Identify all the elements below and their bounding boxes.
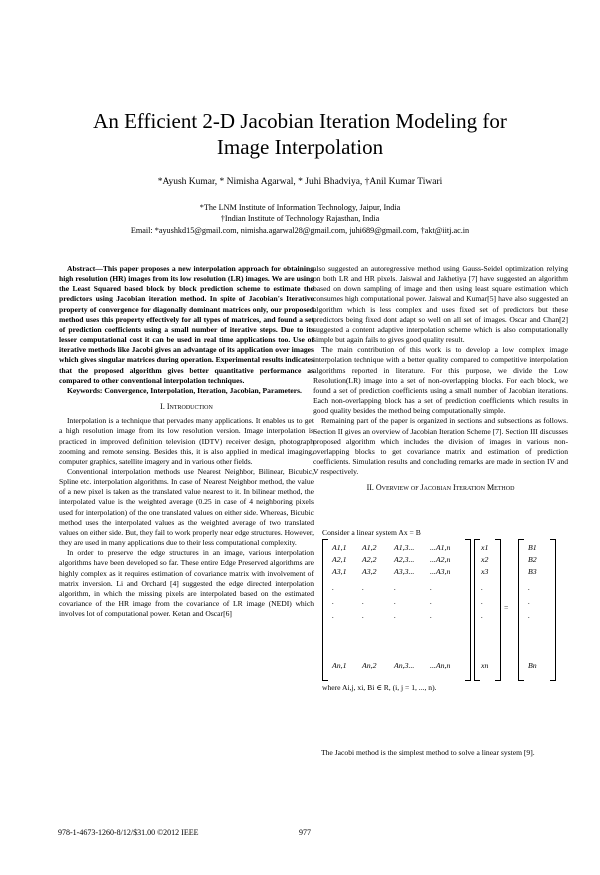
left-column xyxy=(59,264,314,619)
matrix-entry: An,2 xyxy=(362,661,377,670)
where-statement: where Ai,j, xi, Bi ∈ R, (i, j = 1, ..., n). xyxy=(322,683,437,692)
intro-paragraph: also suggested an autoregressive method using Gauss-Seidel optimization relying on both LR and HR pixels. Jaiswal and Jakhetiya [7] have suggested an algorithm based on down sampling of image and then using least square estimation which consumes high computational power. Jaiswal and Kumar[5] have also suggested an algorithm which is less complex and uses fixed set of predictors but these predictors being fixed dont adapt so well on all set of images. Oscar and Chan[2] suggested a content adaptive interpolation scheme which is also computationally simple but again fails to gives good quality result. xyxy=(313,264,568,345)
x-vector-entry: x2 xyxy=(481,555,489,564)
b-vector-entry: . xyxy=(528,597,530,606)
matrix-entry: A2,2 xyxy=(362,555,377,564)
b-vector-entry: B2 xyxy=(528,555,537,564)
x-vector-entry: x1 xyxy=(481,543,489,552)
matrix-entry: A3,3... xyxy=(394,567,415,576)
jacobi-paragraph xyxy=(313,748,568,758)
title-line-1: An Efficient 2-D Jacobian Iteration Modeling for xyxy=(93,109,507,133)
section-jacobian-heading: II. Overview of Jacobian Iteration Method xyxy=(366,483,515,493)
intro-paragraph: In order to preserve the edge structures in an image, various interpolation algorithms have been developed so far. These entire Edge Preserved algorithms are highly complex as it requires estimation of covariance matrix with involvement of matrix inversion. Li and Orchard [4] suggested the edge directed interpolation algorithm, in which the missing pixels are interpolated based on the estimated covariance of the HR image from the covariance of LR image (NEDI) which involves lot of computational power. Ketan and Oscar[6] xyxy=(59,548,314,619)
author-emails: Email: *ayushkd15@gmail.com, nimisha.agarwal28@gmail.com, juhi689@gmail.com, †akt@iitj.ac.in xyxy=(130,226,470,235)
b-bracket-left xyxy=(518,539,524,681)
matrix-entry: . xyxy=(332,597,334,606)
matrix-entry: A3,2 xyxy=(362,567,377,576)
matrix-entry: . xyxy=(430,611,432,620)
authors: *Ayush Kumar, * Nimisha Agarwal, * Juhi Bhadviya, †Anil Kumar Tiwari xyxy=(157,177,443,187)
matrix-entry: A1,3... xyxy=(394,543,415,552)
matrix-entry: ...An,n xyxy=(430,661,451,670)
paper-title xyxy=(0,108,600,160)
affiliation-iit: †Indian Institute of Technology Rajasthan, India xyxy=(220,214,380,223)
b-vector-entry: . xyxy=(528,583,530,592)
matrix-entry: An,3... xyxy=(394,661,415,670)
matrix-entry: . xyxy=(430,597,432,606)
intro-paragraph: Remaining part of the paper is organized in sections and subsections as follows. Section II gives an overview of Jacobian Iteration Scheme [7]. Section III discusses proposed algorithm which includes the division of images in various non-overlapping blocks to get covariance matrix and estimation of prediction coefficients. Simulation results and concluding remarks are made in section IV and V respectively. xyxy=(313,416,568,477)
x-vector-entry: . xyxy=(481,611,483,620)
matrix-entry: . xyxy=(362,611,364,620)
matrix-entry: ...A2,n xyxy=(430,555,451,564)
title-line-2: Image Interpolation xyxy=(216,135,384,159)
matrix-entry: A2,1 xyxy=(332,555,347,564)
x-bracket-right xyxy=(495,539,501,681)
matrix-entry: . xyxy=(394,611,396,620)
matrix-entry: . xyxy=(430,583,432,592)
intro-paragraph: Conventional interpolation methods use Nearest Neighbor, Bilinear, Bicubic, Spline etc. interpolation algorithms. In case of Nearest Neighbor method, the value of a new pixel is taken as the translated value nearest to it. In bilinear method, the interpolated value is the weighted average (0.25 in case of 4 neighboring pixels used for interpolation) of the one translated values on either side. Whereas, Bicubic method uses the interpolated values as the weighted average of two translated values on either side. But, they fail to work properly near edge structures. However, they are used in many applications due to their less computational complexity. xyxy=(59,466,314,548)
right-column xyxy=(313,264,568,497)
matrix-bracket-left xyxy=(322,539,328,681)
matrix-entry: . xyxy=(332,583,334,592)
intro-paragraph: The main contribution of this work is to develop a low complex image interpolation technique with a better quality compared to competitive interpolation algorithms reported in literature. For this purpose, we divide the Low Resolution(LR) image into a set of non-overlapping blocks. For each block, we found a set of prediction coefficients using a small number of Jacobian iterations. Each non-overlapping block has a set of prediction coefficients which results in good quality besides the method being computationally simple. xyxy=(313,345,568,416)
matrix-entry: ...A1,n xyxy=(430,543,451,552)
matrix-entry: A3,1 xyxy=(332,567,347,576)
footer-isbn: 978-1-4673-1260-8/12/$31.00 ©2012 IEEE xyxy=(58,828,199,837)
keywords: Keywords: Convergence, Interpolation, Iteration, Jacobian, Parameters. xyxy=(67,385,302,395)
x-bracket-left xyxy=(474,539,480,681)
b-vector-entry: . xyxy=(528,611,530,620)
page-number: 977 xyxy=(299,828,311,837)
matrix-entry: . xyxy=(394,597,396,606)
matrix-equation xyxy=(322,539,558,679)
matrix-entry: . xyxy=(362,583,364,592)
matrix-entry: An,1 xyxy=(332,661,347,670)
b-vector-entry: B1 xyxy=(528,543,537,552)
matrix-entry: A1,2 xyxy=(362,543,377,552)
linear-system-statement: Consider a linear system Ax = B xyxy=(322,528,421,537)
section-introduction-heading: I. Introduction xyxy=(160,402,213,412)
b-bracket-right xyxy=(550,539,556,681)
matrix-entry: A1,1 xyxy=(332,543,347,552)
b-vector-entry: Bn xyxy=(528,661,537,670)
x-vector-entry: . xyxy=(481,583,483,592)
x-vector-entry: xn xyxy=(481,661,489,670)
intro-paragraph: Interpolation is a technique that pervades many applications. It enables us to get a high resolution image from its low resolution version. Image interpolation is practiced in improved definition television (IDTV) receiver design, photograph zooming and remote sensing. Besides this, it is also applied in medical imaging, computer graphics, satellite imagery and in various other fields. xyxy=(59,416,314,466)
matrix-entry: . xyxy=(332,611,334,620)
matrix-entry: ...A3,n xyxy=(430,567,451,576)
matrix-entry: . xyxy=(362,597,364,606)
abstract: Abstract—This paper proposes a new interpolation approach for obtaining high resolution (HR) images from its low resolution (LR) images. We are using the Least Squared based block by block prediction scheme to estimate the predictors using Jacobian iteration method. In spite of Jacobian's Iterative property of convergence for diagonally dominant matrices only, our proposed method uses this property effectively for all types of matrices, and found a set of prediction coefficients using a small number of iterative steps. Due to its lesser computational cost it can be used in real time applications too. Use of iterative methods like Jacobi gives an advantage of its application over images which gives singular matrices during operation. Experimental results indicates that the proposed algorithm gives better quantitative performance as compared to other conventional interpolation techniques. xyxy=(59,264,314,385)
x-vector-entry: x3 xyxy=(481,567,489,576)
matrix-entry: . xyxy=(394,583,396,592)
matrix-entry: A2,3... xyxy=(394,555,415,564)
b-vector-entry: B3 xyxy=(528,567,537,576)
matrix-bracket-right xyxy=(465,539,471,681)
x-vector-entry: . xyxy=(481,597,483,606)
affiliation-lnmiit: *The LNM Institute of Information Technology, Jaipur, India xyxy=(199,203,401,212)
jacobi-text: The Jacobi method is the simplest method to solve a linear system [9]. xyxy=(321,748,535,757)
equals-sign: = xyxy=(504,603,509,612)
